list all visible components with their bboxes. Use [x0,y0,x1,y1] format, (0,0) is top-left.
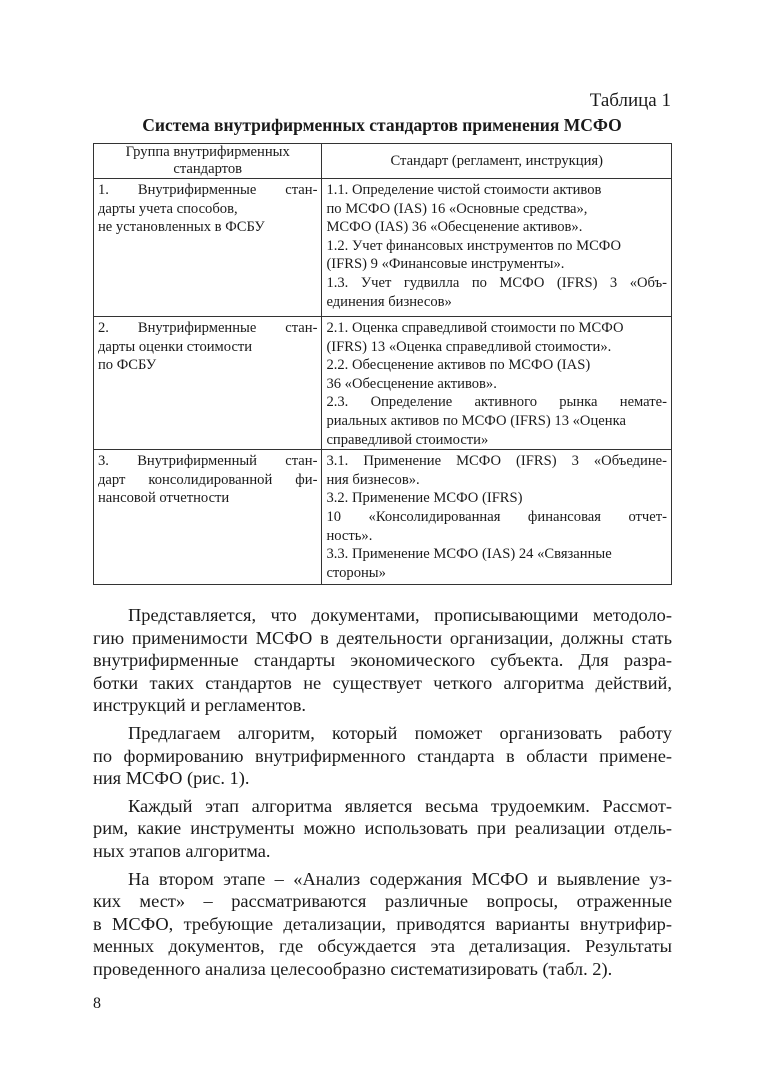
table-number: Таблица 1 [589,90,671,111]
table-row [94,317,672,450]
page-number: 8 [93,995,101,1012]
paragraph: Представляется, что документами, прописывающими методоло- гию применимости МСФО в деятельности организации, должны стать внутрифирменные стандарты экономического субъекта. Для разра- ботки таких стандартов не существует четкого алгоритма действий, инструкций и регламентов. [93,605,672,716]
header-group: Группа внутрифирменных стандартов [94,144,322,179]
table-row [94,179,672,317]
table-row [94,450,672,585]
paragraph: На втором этапе – «Анализ содержания МСФО и выявление уз- ких мест» – рассматриваются различные вопросы, отраженные в МСФО, требующие детализации, приводятся варианты внутрифир- менных документов, где обсуждается эта детализация. Результаты проведенного анализа целесообразно систематизировать (табл. 2). [93,868,672,979]
header-standard: Стандарт (регламент, инструкция) [322,144,672,179]
group-cell: 3. Внутрифирменный стан- дарт консолидированной фи- нансовой отчетности [94,450,322,585]
standards-table [93,143,672,585]
paragraph: Каждый этап алгоритма является весьма трудоемким. Рассмот- рим, какие инструменты можно использовать при реализации отдель- ных этапов алгоритма. [93,795,672,861]
body-text [93,604,672,986]
standard-cell: 3.1. Применение МСФО (IFRS) 3 «Объедине- ния бизнесов». 3.2. Применение МСФО (IFRS) 10 «Консолидированная финансовая отчет- ность». 3.3. Применение МСФО (IAS) 24 «Связанные стороны» [322,450,672,585]
table-header-row [94,144,672,179]
table-title: Система внутрифирменных стандартов применения МСФО [142,115,622,135]
group-cell: 2. Внутрифирменные стан- дарты оценки стоимости по ФСБУ [94,317,322,450]
standard-cell: 1.1. Определение чистой стоимости активов по МСФО (IAS) 16 «Основные средства», МСФО (IAS) 36 «Обесценение активов». 1.2. Учет финансовых инструментов по МСФО (IFRS) 9 «Финансовые инструменты». 1.3. Учет гудвилла по МСФО (IFRS) 3 «Объ- единения бизнесов» [322,179,672,317]
group-cell: 1. Внутрифирменные стан- дарты учета способов, не установленных в ФСБУ [94,179,322,317]
paragraph: Предлагаем алгоритм, который поможет организовать работу по формированию внутрифирменного стандарта в области примене- ния МСФО (рис. 1). [93,722,672,789]
standard-cell: 2.1. Оценка справедливой стоимости по МСФО (IFRS) 13 «Оценка справедливой стоимости». 2.2. Обесценение активов по МСФО (IAS) 36 «Обесценение активов». 2.3. Определение активного рынка немате- риальных активов по МСФО (IFRS) 13 «Оценка справедливой стоимости» [322,317,672,450]
